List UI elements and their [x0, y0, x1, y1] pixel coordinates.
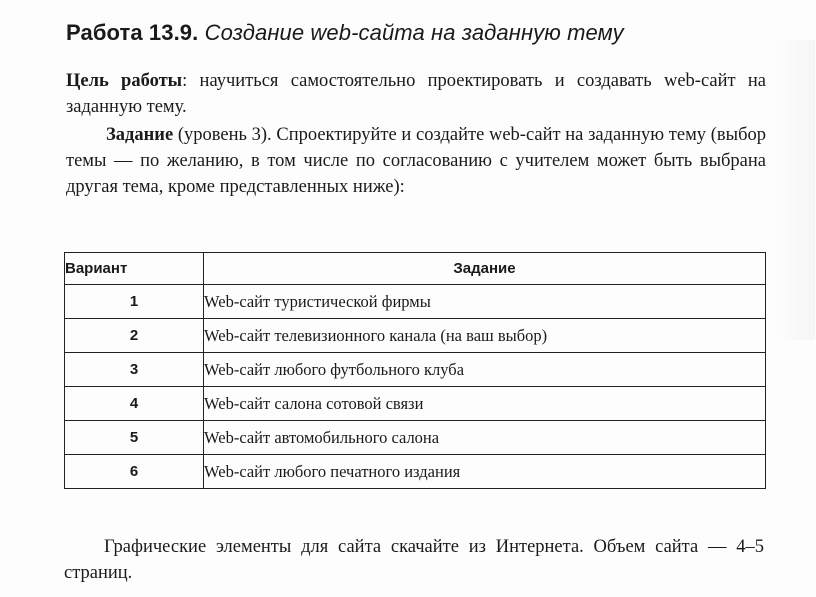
page-title: [66, 20, 624, 46]
table-row: [65, 455, 766, 489]
variant-number: 6: [65, 455, 204, 489]
variant-task: Web-сайт любого печатного издания: [204, 455, 766, 489]
variant-task: Web-сайт любого футбольного клуба: [204, 353, 766, 387]
goal-text: : научиться самостоятельно проектировать и создавать web-сайт на заданную тему.: [66, 71, 766, 117]
variant-number: 3: [65, 353, 204, 387]
work-number: Работа 13.9.: [66, 20, 199, 45]
goal-paragraph: [66, 68, 766, 120]
table-row: [65, 421, 766, 455]
table-row: [65, 353, 766, 387]
task-paragraph: [66, 122, 766, 200]
task-text: (уровень 3). Спроектируйте и создайте web-сайт на заданную тему (выбор темы — по желанию, в том числе по согласованию с учителем может быть выбрана другая тема, кроме представленных ниже):: [66, 125, 766, 197]
header-variant: Вариант: [65, 253, 204, 285]
goal-label: Цель работы: [66, 71, 183, 91]
variant-task: Web-сайт салона сотовой связи: [204, 387, 766, 421]
variants-table: [64, 252, 766, 489]
table-header-row: [65, 253, 766, 285]
variant-number: 2: [65, 319, 204, 353]
variant-number: 5: [65, 421, 204, 455]
variant-number: 1: [65, 285, 204, 319]
table-row: [65, 285, 766, 319]
task-label: Задание: [106, 125, 174, 145]
work-name: Создание web-сайта на заданную тему: [204, 20, 624, 45]
variant-number: 4: [65, 387, 204, 421]
page-edge-shadow: [775, 40, 815, 340]
variant-task: Web-сайт туристической фирмы: [204, 285, 766, 319]
variant-task: Web-сайт автомобильного салона: [204, 421, 766, 455]
footer-paragraph: Графические элементы для сайта скачайте из Интернета. Объем сайта — 4–5 страниц.: [64, 537, 764, 583]
variant-task: Web-сайт телевизионного канала (на ваш выбор): [204, 319, 766, 353]
table-row: [65, 319, 766, 353]
table-row: [65, 387, 766, 421]
header-task: Задание: [204, 253, 766, 285]
